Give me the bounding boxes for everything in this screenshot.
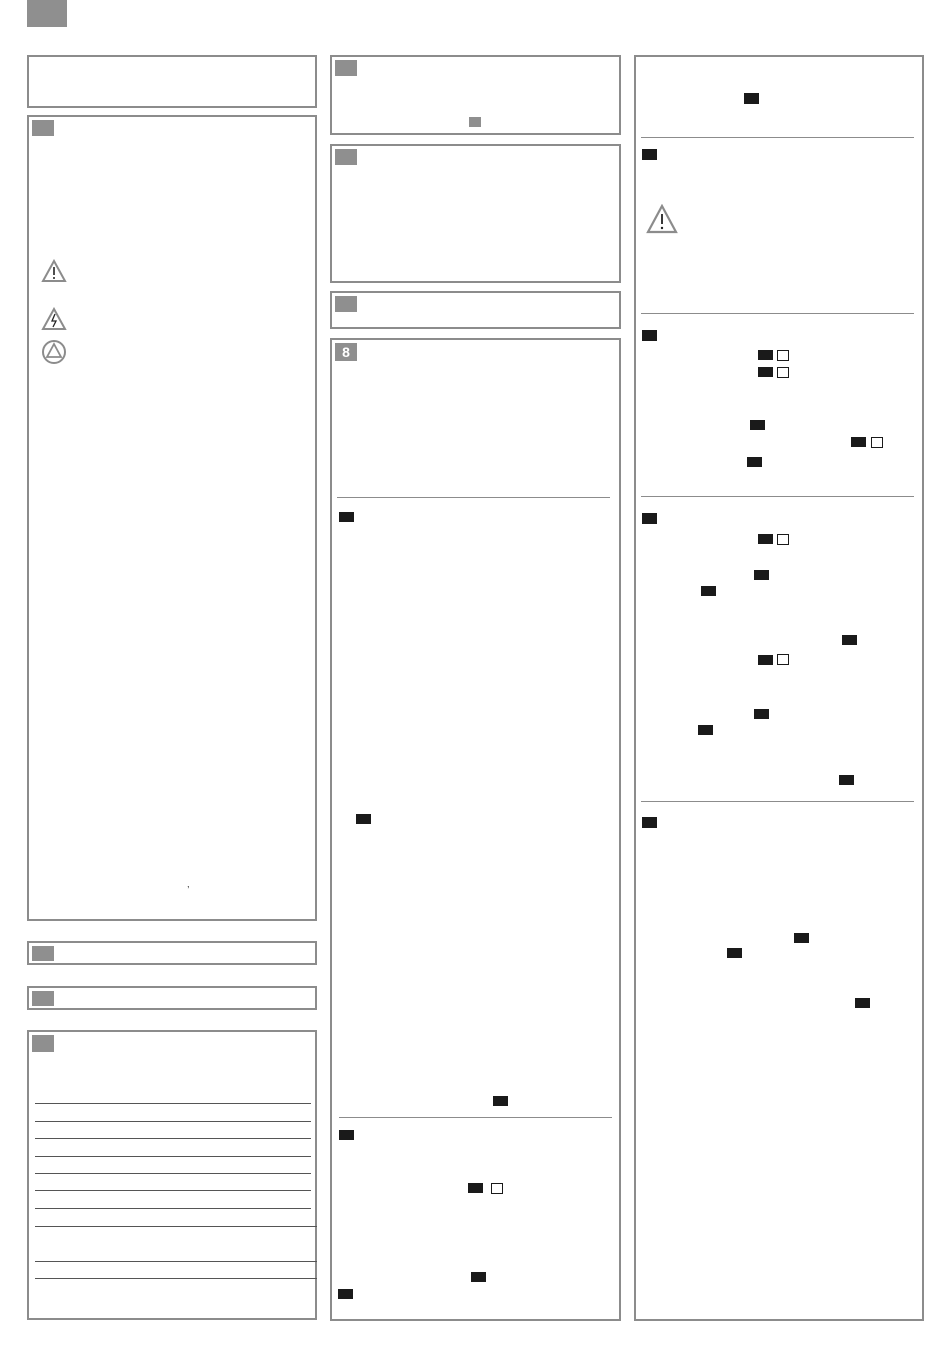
- figure-ref: [750, 420, 765, 430]
- figure-ref: [855, 998, 870, 1008]
- figure-ref: [758, 534, 773, 544]
- figure-ref: [642, 330, 657, 341]
- table-row-divider: [35, 1190, 311, 1191]
- figure-ref: [794, 933, 809, 943]
- figure-ref: [758, 655, 773, 665]
- figure-ref: [698, 725, 713, 735]
- warning-triangle-icon: [41, 259, 67, 283]
- table-row-divider: [35, 1138, 311, 1139]
- page-corner-tab: [27, 0, 67, 27]
- figure-ref-box: [777, 534, 789, 545]
- section-ref: [469, 117, 481, 127]
- stray-mark: ,: [187, 879, 190, 889]
- figure-ref-box: [777, 367, 789, 378]
- figure-ref: [339, 512, 354, 522]
- mid-section-1: [330, 55, 621, 135]
- figure-ref: [356, 814, 371, 824]
- figure-ref: [754, 570, 769, 580]
- warning-triangle-icon: [646, 204, 678, 234]
- right-column-section: [634, 55, 924, 1321]
- figure-ref: [701, 586, 716, 596]
- intro-box: [27, 55, 317, 108]
- table-row-divider: [35, 1103, 311, 1104]
- figure-ref: [839, 775, 854, 785]
- figure-ref: [339, 1130, 354, 1140]
- safety-section: [27, 115, 317, 921]
- mid-section-2: [330, 144, 621, 283]
- section-tab: [32, 991, 54, 1006]
- small-section-a: [27, 941, 317, 965]
- figure-ref-box: [871, 437, 883, 448]
- figure-ref: [642, 817, 657, 828]
- figure-ref: [758, 367, 773, 377]
- figure-ref: [471, 1272, 486, 1282]
- table-row-divider: [35, 1261, 317, 1262]
- circle-triangle-icon: [41, 339, 67, 365]
- section-8: [330, 338, 621, 1321]
- table-row-divider: [35, 1278, 317, 1279]
- subsection-divider: [641, 801, 914, 802]
- section-tab: [335, 149, 357, 165]
- section-tab: [335, 296, 357, 312]
- figure-ref: [842, 635, 857, 645]
- table-row-divider: [35, 1173, 311, 1174]
- section-number-8: 8: [335, 343, 357, 361]
- table-row-divider: [35, 1121, 311, 1122]
- figure-ref: [493, 1096, 508, 1106]
- table-row-divider: [35, 1156, 311, 1157]
- subsection-divider: [641, 313, 914, 314]
- figure-ref-box: [777, 654, 789, 665]
- subsection-divider: [339, 1117, 612, 1118]
- section-tab: [32, 120, 54, 136]
- figure-ref-box: [777, 350, 789, 361]
- section-tab: [335, 60, 357, 76]
- table-row-divider: [35, 1208, 311, 1209]
- figure-ref: [747, 457, 762, 467]
- mid-section-3: [330, 291, 621, 329]
- section-tab: [32, 946, 54, 961]
- figure-ref: [642, 513, 657, 524]
- figure-ref: [727, 948, 742, 958]
- electric-hazard-icon: [41, 307, 67, 331]
- section-tab: [32, 1035, 54, 1052]
- figure-ref: [468, 1183, 483, 1193]
- subsection-divider: [641, 137, 914, 138]
- figure-ref: [758, 350, 773, 360]
- table-row-divider: [35, 1226, 317, 1227]
- figure-ref: [642, 149, 657, 160]
- figure-ref-box: [491, 1183, 503, 1194]
- small-section-b: [27, 986, 317, 1010]
- figure-ref: [744, 93, 759, 104]
- figure-ref: [851, 437, 866, 447]
- subsection-divider: [641, 496, 914, 497]
- subsection-divider: [337, 497, 610, 498]
- figure-ref: [754, 709, 769, 719]
- figure-ref: [338, 1289, 353, 1299]
- spec-table-section: [27, 1030, 317, 1320]
